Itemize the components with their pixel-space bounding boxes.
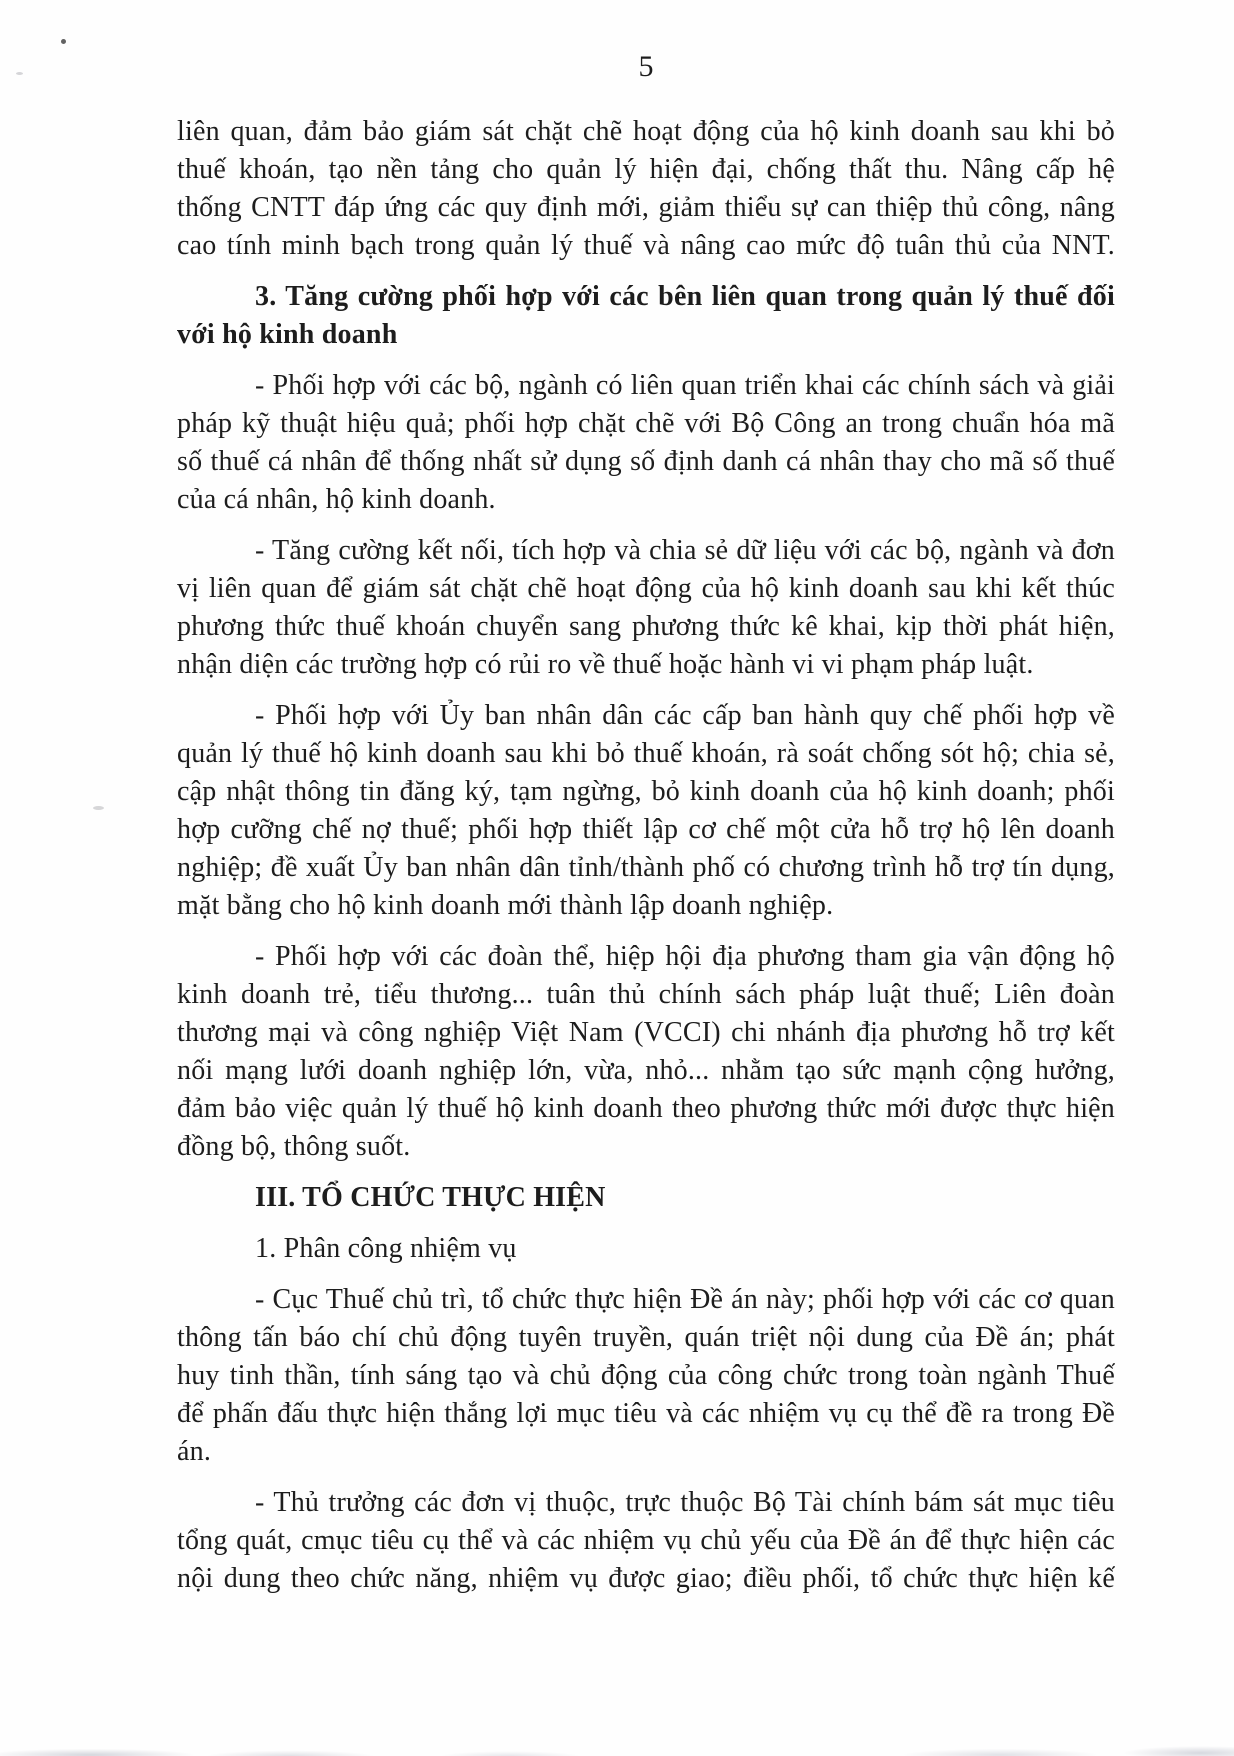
text-line: mặt bằng cho hộ kinh doanh mới thành lập doanh nghiệp.	[177, 890, 834, 921]
paragraph	[177, 367, 1115, 519]
scan-speck	[16, 72, 23, 75]
paragraph	[177, 1484, 1115, 1598]
text-line: thuế khoán, tạo nền tảng cho quản lý hiện đại, chống thất thu. Nâng cấp hệ	[177, 154, 1115, 185]
text-line: - Tăng cường kết nối, tích hợp và chia sẻ dữ liệu với các bộ, ngành và đơn	[255, 535, 1115, 566]
text-line: - Phối hợp với các đoàn thể, hiệp hội địa phương tham gia vận động hộ	[255, 941, 1115, 972]
text-line: nối mạng lưới doanh nghiệp lớn, vừa, nhỏ... nhằm tạo sức mạnh cộng hưởng,	[177, 1055, 1115, 1086]
scan-speck	[93, 806, 104, 810]
scan-shadow-bottom	[0, 1741, 1234, 1756]
text-line: nhận diện các trường hợp có rủi ro về thuế hoặc hành vi vi phạm pháp luật.	[177, 649, 1034, 680]
paragraph	[177, 113, 1115, 265]
paragraph	[177, 1281, 1115, 1471]
heading	[177, 278, 1115, 354]
text-line: án.	[177, 1436, 212, 1467]
paragraph	[177, 532, 1115, 684]
text-line: của cá nhân, hộ kinh doanh.	[177, 484, 496, 515]
text-line: thống CNTT đáp ứng các quy định mới, giảm thiểu sự can thiệp thủ công, nâng	[177, 192, 1115, 223]
paragraph	[177, 697, 1115, 925]
text-line: - Phối hợp với Ủy ban nhân dân các cấp ban hành quy chế phối hợp về	[255, 700, 1115, 731]
text-line: - Phối hợp với các bộ, ngành có liên quan triển khai các chính sách và giải	[255, 370, 1115, 401]
text-line: - Thủ trưởng các đơn vị thuộc, trực thuộc Bộ Tài chính bám sát mục tiêu	[255, 1487, 1115, 1518]
text-line: với hộ kinh doanh	[177, 319, 398, 350]
text-line: số thuế cá nhân để thống nhất sử dụng số định danh cá nhân thay cho mã số thuế	[177, 446, 1115, 477]
page-number: 5	[638, 50, 654, 83]
text-line: thông tấn báo chí chủ động tuyên truyền, quán triệt nội dung của Đề án; phát	[177, 1322, 1115, 1353]
text-line: huy tinh thần, tính sáng tạo và chủ động của công chức trong toàn ngành Thuế	[177, 1360, 1115, 1391]
text-line: thương mại và công nghiệp Việt Nam (VCCI) chi nhánh địa phương hỗ trợ kết	[177, 1017, 1115, 1048]
text-line: nội dung theo chức năng, nhiệm vụ được giao; điều phối, tổ chức thực hiện kế	[177, 1563, 1115, 1594]
heading	[177, 1179, 1115, 1217]
text-line: 3. Tăng cường phối hợp với các bên liên quan trong quản lý thuế đối	[255, 281, 1115, 312]
text-line: - Cục Thuế chủ trì, tổ chức thực hiện Đề án này; phối hợp với các cơ quan	[255, 1284, 1115, 1315]
text-line: cao tính minh bạch trong quản lý thuế và nâng cao mức độ tuân thủ của NNT.	[177, 230, 1115, 261]
text-line: III. TỔ CHỨC THỰC HIỆN	[255, 1182, 606, 1213]
document-body	[177, 113, 1115, 1611]
text-line: kinh doanh trẻ, tiểu thương... tuân thủ chính sách pháp luật thuế; Liên đoàn	[177, 979, 1115, 1010]
scan-speck	[61, 39, 66, 44]
text-line: vị liên quan để giám sát chặt chẽ hoạt động của hộ kinh doanh sau khi kết thúc	[177, 573, 1115, 604]
text-line: nghiệp; đề xuất Ủy ban nhân dân tỉnh/thành phố có chương trình hỗ trợ tín dụng,	[177, 852, 1115, 883]
text-line: 1. Phân công nhiệm vụ	[255, 1233, 517, 1264]
text-line: tổng quát, cmục tiêu cụ thể và các nhiệm vụ chủ yếu của Đề án để thực hiện các	[177, 1525, 1115, 1556]
paragraph	[177, 938, 1115, 1166]
text-line: cập nhật thông tin đăng ký, tạm ngừng, bỏ kinh doanh của hộ kinh doanh; phối	[177, 776, 1115, 807]
paragraph	[177, 1230, 1115, 1268]
text-line: hợp cưỡng chế nợ thuế; phối hợp thiết lập cơ chế một cửa hỗ trợ hộ lên doanh	[177, 814, 1115, 845]
text-line: đảm bảo việc quản lý thuế hộ kinh doanh theo phương thức mới được thực hiện	[177, 1093, 1115, 1124]
text-line: phương thức thuế khoán chuyển sang phương thức kê khai, kịp thời phát hiện,	[177, 611, 1115, 642]
text-line: pháp kỹ thuật hiệu quả; phối hợp chặt chẽ với Bộ Công an trong chuẩn hóa mã	[177, 408, 1115, 439]
text-line: để phấn đấu thực hiện thắng lợi mục tiêu và các nhiệm vụ cụ thể đề ra trong Đề	[177, 1398, 1115, 1429]
text-line: đồng bộ, thông suốt.	[177, 1131, 411, 1162]
text-line: liên quan, đảm bảo giám sát chặt chẽ hoạt động của hộ kinh doanh sau khi bỏ	[177, 116, 1115, 147]
text-line: quản lý thuế hộ kinh doanh sau khi bỏ thuế khoán, rà soát chống sót hộ; chia sẻ,	[177, 738, 1115, 769]
